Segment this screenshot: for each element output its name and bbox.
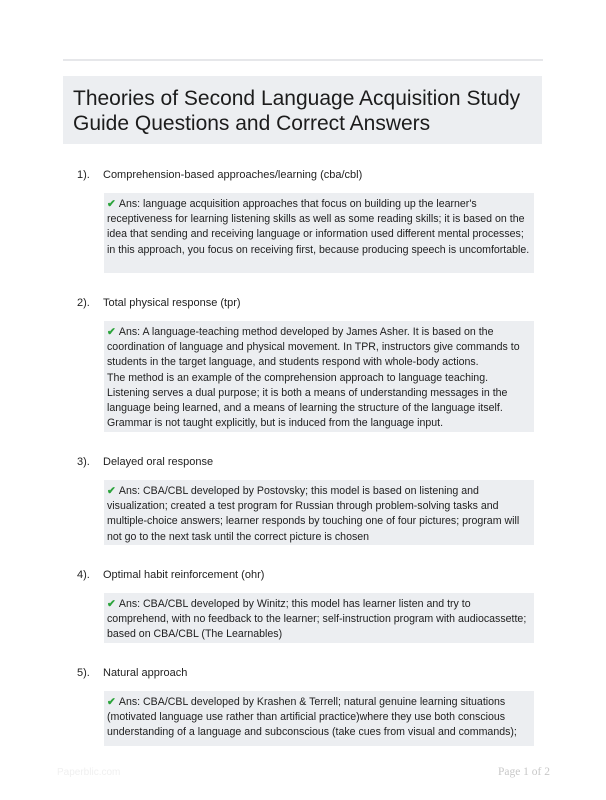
answer-box-4 [104, 593, 534, 643]
answer-text: Ans: language acquisition approaches that focus on building up the learner's receptiveness for learning listening skills as well as some reading skills; it is based on the idea that sending and receiving language or information used different mental processes; in this approach, you focus on receiving first, because producing speech is uncomfortable. [107, 198, 530, 256]
question-text: Optimal habit reinforcement (ohr) [103, 569, 265, 581]
answer-text: Ans: CBA/CBL developed by Winitz; this model has learner listen and try to comprehend, with no feedback to the learner; self-instruction program with audiocassette; based on CBA/CBL (The Learnables) [107, 598, 527, 641]
answer-text: Ans: A language-teaching method developed by James Asher. It is based on the coordination of language and physical movement. In TPR, instructors give commands to students in the target language, and students respond with whole-body actions. [107, 326, 520, 369]
question-text: Total physical response (tpr) [103, 297, 241, 309]
question-number: 4). [77, 569, 90, 581]
question-text: Delayed oral response [103, 456, 214, 468]
question-number: 1). [77, 169, 90, 181]
answer-box-3 [104, 480, 534, 545]
check-icon: ✔ [107, 598, 116, 610]
question-number: 2). [77, 297, 90, 309]
question-text: Natural approach [103, 667, 188, 679]
check-icon: ✔ [107, 696, 116, 708]
question-text: Comprehension-based approaches/learning (cba/cbl) [103, 169, 363, 181]
question-number: 5). [77, 667, 90, 679]
top-divider [63, 59, 543, 61]
check-icon: ✔ [107, 198, 116, 210]
page-number: Page 1 of 2 [497, 766, 550, 778]
page-title: Theories of Second Language Acquisition Study Guide Questions and Correct Answers [63, 76, 542, 144]
answer-box-2 [104, 321, 534, 432]
answer-text: Ans: CBA/CBL developed by Postovsky; this model is based on listening and visualization; created a test program for Russian through problem-solving tasks and multiple-choice answers; learner responds by touching one of four pictures; program will not go to the next task until the correct picture is chosen [107, 485, 520, 543]
answer-text: Ans: CBA/CBL developed by Krashen & Terrell; natural genuine learning situations (motivated language use rather than artificial practice)where they use both conscious understanding of a language and subconscious (take cues from visual and commands); [107, 696, 517, 739]
answer-box-5 [104, 691, 534, 746]
answer-box-1 [104, 193, 534, 273]
check-icon: ✔ [107, 326, 116, 338]
answer-text-continued: The method is an example of the comprehension approach to language teaching. Listening serves a dual purpose; it is both a means of understanding messages in the language being learned, and a means of learning the structure of the language itself. Grammar is not taught explicitly, but is induced from the language input. [107, 371, 508, 430]
check-icon: ✔ [107, 485, 116, 497]
footer-site: Paperblic.com [57, 767, 121, 778]
question-number: 3). [77, 456, 90, 468]
